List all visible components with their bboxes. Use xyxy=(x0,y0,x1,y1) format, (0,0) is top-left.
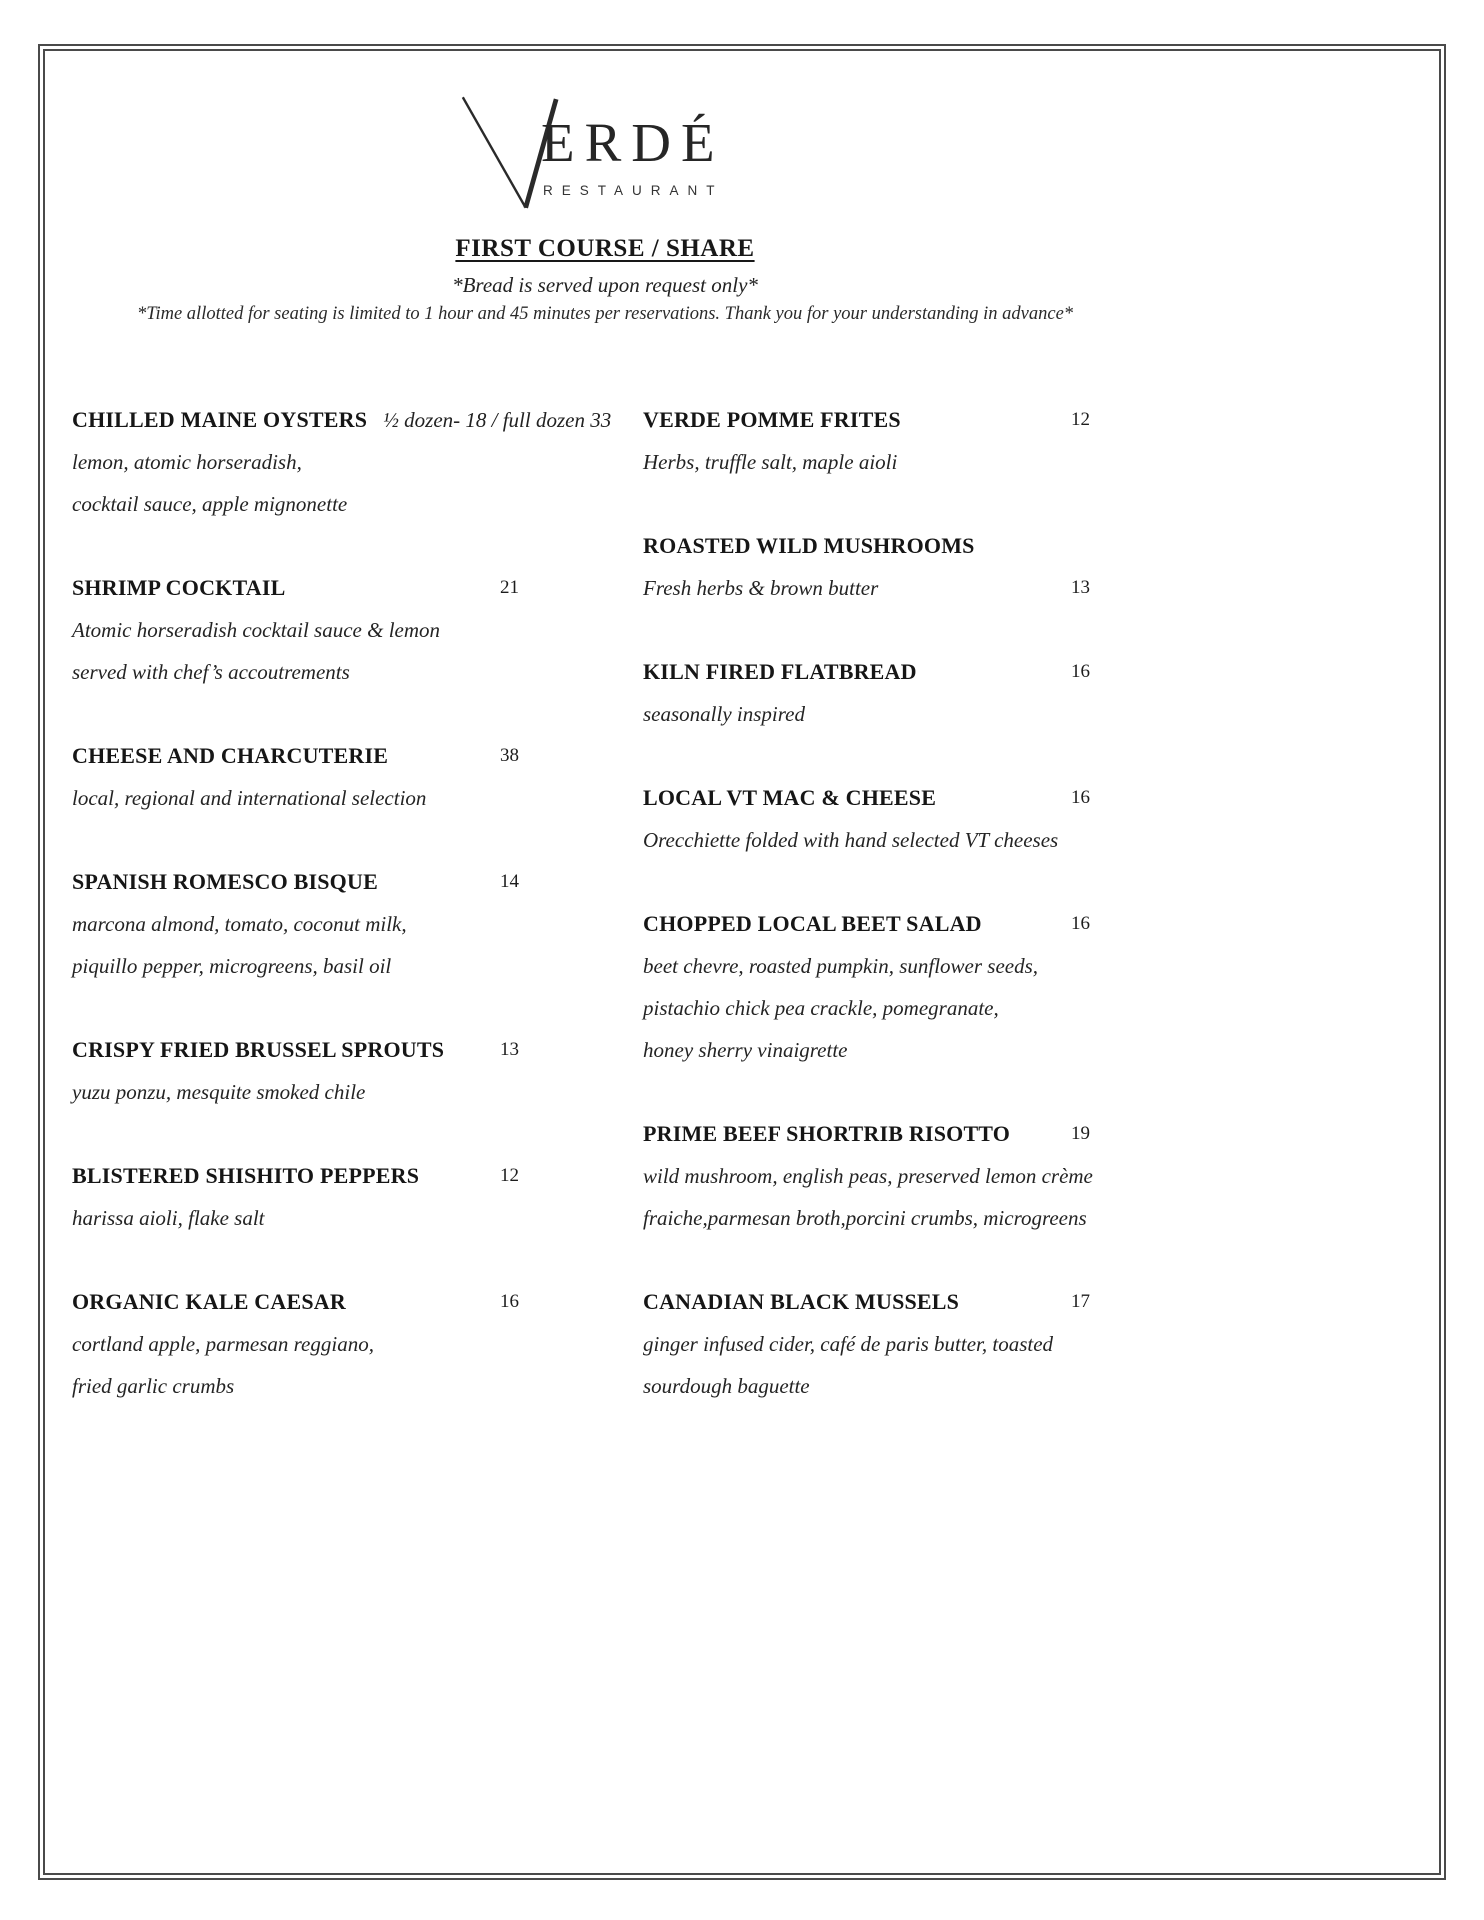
item-desc-line: fraiche,parmesan broth,porcini crumbs, microgreens xyxy=(643,1206,1087,1230)
item-name: VERDE POMME FRITES xyxy=(643,407,901,432)
item-name-row xyxy=(72,567,643,609)
menu-item xyxy=(72,1281,643,1407)
menu-item xyxy=(72,1029,643,1113)
menu-item xyxy=(72,861,643,987)
item-desc-line: Fresh herbs & brown butter xyxy=(643,576,879,600)
item-desc-line: wild mushroom, english peas, preserved lemon crème xyxy=(643,1164,1093,1188)
item-name: CANADIAN BLACK MUSSELS xyxy=(643,1289,960,1314)
item-desc-row xyxy=(643,987,1165,1029)
restaurant-logo xyxy=(459,95,751,217)
item-desc-line: honey sherry vinaigrette xyxy=(643,1038,848,1062)
item-desc-row xyxy=(72,483,643,525)
menu-column-left xyxy=(72,399,643,1449)
item-desc-row xyxy=(72,1071,643,1113)
item-desc-line: yuzu ponzu, mesquite smoked chile xyxy=(72,1080,366,1104)
menu-item xyxy=(643,1113,1165,1239)
menu-item xyxy=(643,525,1165,609)
item-desc-line: cortland apple, parmesan reggiano, xyxy=(72,1332,374,1356)
item-name: CHEESE AND CHARCUTERIE xyxy=(72,743,389,768)
item-desc-row xyxy=(643,1197,1165,1239)
page-title: FIRST COURSE / SHARE xyxy=(455,235,755,262)
item-price: 13 xyxy=(500,1039,519,1060)
menu-column-right xyxy=(643,399,1165,1449)
menu-item xyxy=(72,399,643,525)
item-desc-line: served with chef’s accoutrements xyxy=(72,660,350,684)
menu-item xyxy=(643,399,1165,483)
item-price: 17 xyxy=(1071,1291,1090,1312)
item-name-row xyxy=(643,651,1165,693)
item-name-row xyxy=(72,861,643,903)
item-price: 38 xyxy=(500,745,519,766)
item-name: SHRIMP COCKTAIL xyxy=(72,575,286,600)
item-desc-row xyxy=(643,819,1165,861)
item-name-row xyxy=(72,1281,643,1323)
item-name: CRISPY FRIED BRUSSEL SPROUTS xyxy=(72,1037,445,1062)
item-price: 13 xyxy=(1071,577,1090,598)
item-name: ROASTED WILD MUSHROOMS xyxy=(643,533,975,558)
item-desc-row xyxy=(72,777,643,819)
menu-item xyxy=(643,903,1165,1071)
item-desc-line: Herbs, truffle salt, maple aioli xyxy=(643,450,898,474)
item-name: PRIME BEEF SHORTRIB RISOTTO xyxy=(643,1121,1011,1146)
item-desc-row xyxy=(643,693,1165,735)
item-name-row xyxy=(643,903,1165,945)
item-name: ORGANIC KALE CAESAR xyxy=(72,1289,346,1314)
menu-item xyxy=(72,735,643,819)
menu-item xyxy=(643,651,1165,735)
item-desc-row xyxy=(72,441,643,483)
item-name-row xyxy=(643,1113,1165,1155)
item-name-row xyxy=(643,525,1165,567)
logo-subtitle: RESTAURANT xyxy=(543,183,724,198)
item-desc-line: piquillo pepper, microgreens, basil oil xyxy=(72,954,392,978)
item-inline-price: ½ dozen- 18 / full dozen 33 xyxy=(383,408,612,432)
item-desc-line: seasonally inspired xyxy=(643,702,805,726)
item-desc-line: lemon, atomic horseradish, xyxy=(72,450,302,474)
item-desc-line: cocktail sauce, apple mignonette xyxy=(72,492,348,516)
item-desc-row xyxy=(72,1365,643,1407)
item-name-row xyxy=(72,735,643,777)
item-desc-line: ginger infused cider, café de paris butter, toasted xyxy=(643,1332,1054,1356)
item-desc-row xyxy=(72,945,643,987)
item-name-row xyxy=(72,399,643,441)
item-price: 16 xyxy=(1071,787,1090,808)
menu-item xyxy=(72,567,643,693)
item-desc-row xyxy=(643,1323,1165,1365)
item-desc-row xyxy=(643,1365,1165,1407)
item-price: 12 xyxy=(1071,409,1090,430)
item-desc-line: marcona almond, tomato, coconut milk, xyxy=(72,912,407,936)
menu-columns xyxy=(45,399,1165,1449)
item-name-row xyxy=(643,1281,1165,1323)
item-desc-row xyxy=(72,1197,643,1239)
item-desc-line: pistachio chick pea crackle, pomegranate, xyxy=(643,996,999,1020)
item-name-row xyxy=(72,1029,643,1071)
item-desc-line: beet chevre, roasted pumpkin, sunflower seeds, xyxy=(643,954,1039,978)
item-desc-row xyxy=(72,1323,643,1365)
menu-item xyxy=(643,777,1165,861)
item-desc-line: local, regional and international selection xyxy=(72,786,427,810)
item-name-row xyxy=(643,777,1165,819)
item-desc-line: sourdough baguette xyxy=(643,1374,810,1398)
item-name: LOCAL VT MAC & CHEESE xyxy=(643,785,937,810)
item-desc-row xyxy=(72,609,643,651)
menu-item xyxy=(72,1155,643,1239)
item-desc-row xyxy=(643,441,1165,483)
item-desc-row xyxy=(643,567,1165,609)
item-name-row xyxy=(643,399,1165,441)
item-desc-row xyxy=(643,945,1165,987)
menu-content xyxy=(45,49,1165,1449)
item-price: 16 xyxy=(1071,661,1090,682)
bread-note: *Bread is served upon request only* xyxy=(452,273,758,297)
item-desc-row xyxy=(72,651,643,693)
item-price: 21 xyxy=(500,577,519,598)
item-desc-line: fried garlic crumbs xyxy=(72,1374,235,1398)
item-name: CHILLED MAINE OYSTERS xyxy=(72,407,368,432)
item-price: 12 xyxy=(500,1165,519,1186)
item-name: BLISTERED SHISHITO PEPPERS xyxy=(72,1163,420,1188)
item-price: 19 xyxy=(1071,1123,1090,1144)
item-desc-line: Atomic horseradish cocktail sauce & lemon xyxy=(72,618,441,642)
item-desc-line: harissa aioli, flake salt xyxy=(72,1206,265,1230)
item-desc-row xyxy=(643,1155,1165,1197)
menu-item xyxy=(643,1281,1165,1407)
item-name: SPANISH ROMESCO BISQUE xyxy=(72,869,378,894)
seating-time-note: *Time allotted for seating is limited to 1 hour and 45 minutes per reservations. Thank you for your understanding in advance* xyxy=(136,304,1074,324)
item-desc-row xyxy=(643,1029,1165,1071)
item-desc-row xyxy=(72,903,643,945)
item-price: 16 xyxy=(500,1291,519,1312)
item-price: 14 xyxy=(500,871,519,892)
item-price: 16 xyxy=(1071,913,1090,934)
item-name: KILN FIRED FLATBREAD xyxy=(643,659,917,684)
item-desc-line: Orecchiette folded with hand selected VT cheeses xyxy=(643,828,1059,852)
item-name-row xyxy=(72,1155,643,1197)
item-name: CHOPPED LOCAL BEET SALAD xyxy=(643,911,982,936)
logo-wordmark: ERDÉ xyxy=(541,112,725,173)
